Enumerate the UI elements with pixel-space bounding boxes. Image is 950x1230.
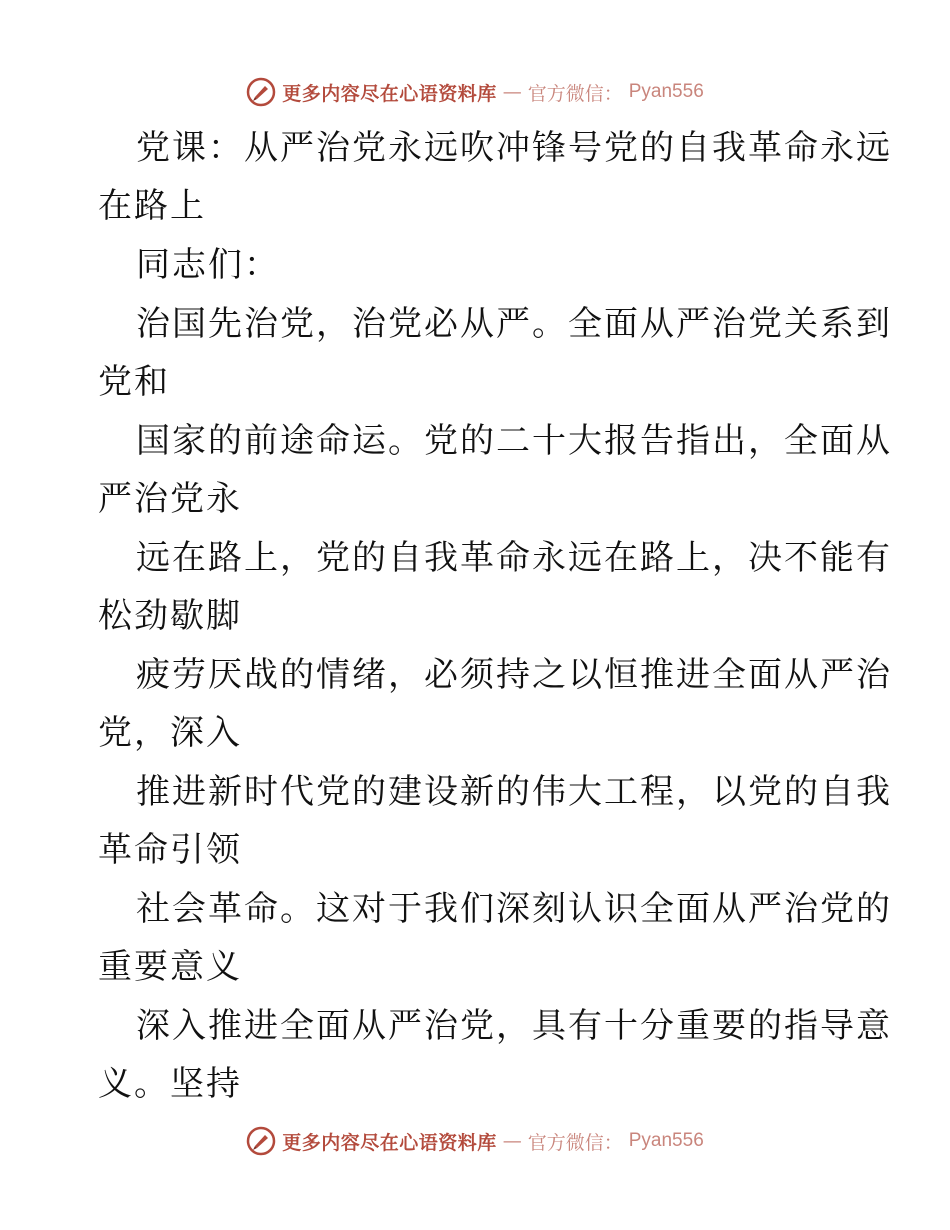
footer-wechat-label: 官方微信：	[527, 1131, 623, 1154]
pen-in-circle-icon	[246, 77, 276, 107]
body-line: 疲劳厌战的情绪，必须持之以恒推进全面从严治	[136, 655, 892, 695]
footer-dash: —	[502, 1130, 522, 1152]
body-line: 革命引领	[98, 830, 242, 870]
body-line: 深入推进全面从严治党，具有十分重要的指导意	[136, 1006, 892, 1046]
footer-banner	[0, 1121, 950, 1161]
header-wechat-id: Pyan556	[628, 81, 704, 102]
body-line: 重要意义	[98, 947, 242, 987]
body-line: 党和	[98, 362, 170, 402]
body-line: 松劲歇脚	[98, 596, 242, 636]
title-line-1: 党课：从严治党永远吹冲锋号党的自我革命永远	[136, 128, 892, 168]
header-wechat-label: 官方微信：	[527, 82, 623, 105]
header-banner	[0, 72, 950, 112]
header-site-text: 更多内容尽在心语资料库	[282, 82, 497, 105]
salutation: 同志们：	[136, 245, 280, 285]
title-line-2: 在路上	[98, 186, 206, 226]
header-dash: —	[502, 81, 522, 103]
body-line: 国家的前途命运。党的二十大报告指出，全面从	[136, 421, 892, 461]
footer-wechat-id: Pyan556	[628, 1130, 704, 1151]
body-line: 远在路上，党的自我革命永远在路上，决不能有	[136, 538, 892, 578]
body-line: 社会革命。这对于我们深刻认识全面从严治党的	[136, 889, 892, 929]
body-line: 治国先治党，治党必从严。全面从严治党关系到	[136, 304, 892, 344]
body-line: 推进新时代党的建设新的伟大工程，以党的自我	[136, 772, 892, 812]
footer-site-text: 更多内容尽在心语资料库	[282, 1131, 497, 1154]
body-line: 义。坚持	[98, 1064, 242, 1104]
body-line: 党，深入	[98, 713, 242, 753]
pen-in-circle-icon	[246, 1126, 276, 1156]
body-line: 严治党永	[98, 479, 242, 519]
